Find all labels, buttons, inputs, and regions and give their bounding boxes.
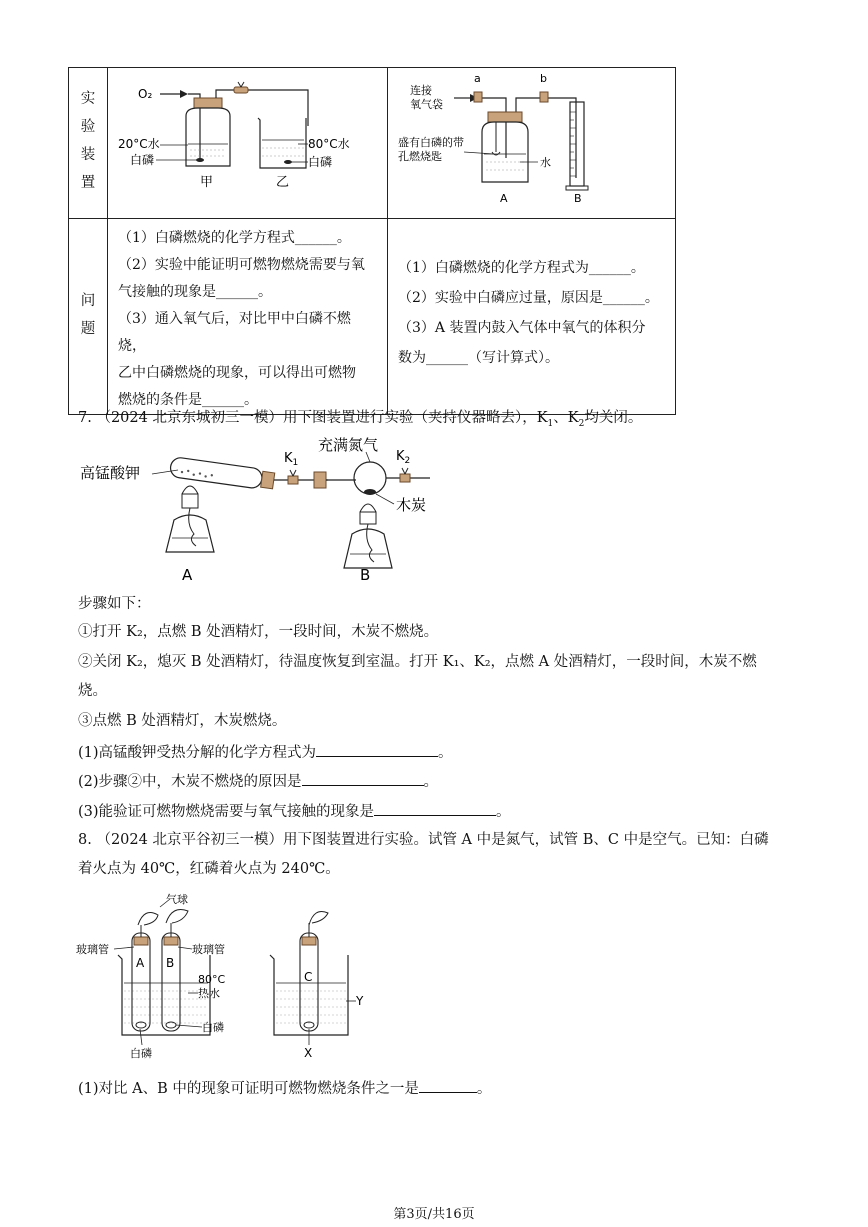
bailin-left-label: 白磷 — [130, 153, 155, 167]
q7-step1: ①打开 K₂，点燃 B 处酒精灯，一段时间，木炭不燃烧。 — [78, 624, 439, 640]
valve-a-label: a — [474, 72, 481, 85]
left-apparatus-cell — [108, 68, 388, 219]
left-q-line: （1）白磷燃烧的化学方程式______。 — [118, 230, 351, 246]
q8-apparatus-figure — [74, 885, 394, 1065]
balloon-label: 气球 — [166, 893, 188, 906]
right-apparatus-figure — [388, 68, 677, 214]
valve-b-label: b — [540, 72, 547, 85]
jia-label: 甲 — [200, 175, 214, 190]
yi-label: 乙 — [276, 175, 290, 190]
bailin-right-label: 白磷 — [308, 155, 333, 169]
apparatus-a-label: A — [500, 192, 508, 205]
q7-steps-title: 步骤如下： — [78, 596, 151, 612]
alcohol-lamp-a — [166, 486, 214, 552]
glass-tube-right-label: 玻璃管 — [192, 943, 225, 956]
q7-sub3: (3)能验证可燃物燃烧需要与氧气接触的现象是 。 — [78, 800, 511, 822]
left-q-line: 乙中白磷燃烧的现象，可以得出可燃物 — [118, 365, 356, 381]
right-question-cell — [388, 219, 676, 415]
right-apparatus-cell — [388, 68, 676, 219]
header-apparatus: 实 验 装 置 — [69, 68, 108, 219]
left-question-cell — [108, 219, 388, 415]
glass-tube-left-label: 玻璃管 — [76, 943, 109, 956]
right-q-line: 数为______（写计算式）。 — [398, 350, 559, 366]
lamp-a-label: A — [182, 566, 193, 584]
tube-c-label: C — [304, 970, 313, 984]
right-q-line: （1）白磷燃烧的化学方程式为______。 — [398, 260, 645, 276]
experiment-table — [68, 67, 676, 415]
holder-label-1: 盛有白磷的带 — [398, 136, 464, 149]
n2-label: 充满氮气 — [318, 436, 379, 454]
x-label: X — [304, 1046, 313, 1060]
charcoal-label: 木炭 — [396, 496, 427, 514]
apparatus-b-label: B — [574, 192, 582, 205]
k2-label: $K_2$ — [396, 449, 411, 466]
left-apparatus-figure — [108, 68, 387, 214]
q7-step2a: ②关闭 K₂，熄灭 B 处酒精灯，待温度恢复到室温。打开 K₁、K₂，点燃 A 处酒精灯，一段时间，木炭不燃 — [78, 654, 757, 670]
q8-sub1: (1)对比 A、B 中的现象可证明可燃物燃烧条件之一是 。 — [78, 1077, 491, 1099]
q7-step3: ③点燃 B 处酒精灯，木炭燃烧。 — [78, 713, 287, 729]
water-label: 水 — [540, 156, 551, 169]
alcohol-lamp-b — [344, 504, 392, 568]
water80-label: 80°C水 — [308, 137, 350, 151]
hot-water-label: 热水 — [198, 987, 220, 1000]
hot-water-temp-label: 80°C — [198, 973, 226, 986]
kmno4-label: 高锰酸钾 — [80, 464, 141, 482]
q7-apparatus-figure — [70, 434, 450, 584]
tube-b-label: B — [166, 956, 175, 970]
connect-label-2: 氧气袋 — [410, 98, 443, 111]
o2-label: O₂ — [138, 87, 153, 101]
right-q-line: （3）A 装置内鼓入气体中氧气的体积分 — [398, 320, 646, 336]
right-q-line: （2）实验中白磷应过量，原因是______。 — [398, 290, 659, 306]
lamp-b-label: B — [360, 566, 371, 584]
q7-step2b: 烧。 — [78, 683, 107, 699]
holder-label-2: 孔燃烧匙 — [398, 150, 442, 163]
q8-line2: 着火点为 40℃，红磷着火点为 240℃。 — [78, 861, 340, 877]
page-number: 第3页/共16页 — [393, 1207, 475, 1222]
left-q-line: 气接触的现象是______。 — [118, 284, 272, 300]
left-q-line: （2）实验中能证明可燃物燃烧需要与氧 — [118, 257, 365, 273]
left-q-line: （3）通入氧气后，对比甲中白磷不燃烧， — [118, 311, 351, 354]
header-question: 问 题 — [69, 219, 108, 415]
connect-label-1: 连接 — [410, 84, 432, 97]
q7-sub2: (2)步骤②中，木炭不燃烧的原因是 。 — [78, 770, 438, 792]
q7-sub1: (1)高锰酸钾受热分解的化学方程式为 。 — [78, 741, 453, 763]
water20-label: 20°C水 — [118, 137, 160, 151]
q7-intro: 7. （2024 北京东城初三一模）用下图装置进行实验（夹持仪器略去），$K_1$、$K_2$均关闭。 — [78, 410, 643, 429]
bailin-b-label: 白磷 — [202, 1021, 224, 1034]
y-label: Y — [356, 994, 364, 1008]
q8-line1: 8. （2024 北京平谷初三一模）用下图装置进行实验。试管 A 中是氮气，试管 B、C 中是空气。已知：白磷 — [78, 832, 769, 848]
k1-label: $K_1$ — [284, 451, 299, 468]
tube-a-label: A — [136, 956, 145, 970]
bailin-a-label: 白磷 — [130, 1047, 152, 1060]
left-q-line: 燃烧的条件是______。 — [118, 392, 258, 408]
